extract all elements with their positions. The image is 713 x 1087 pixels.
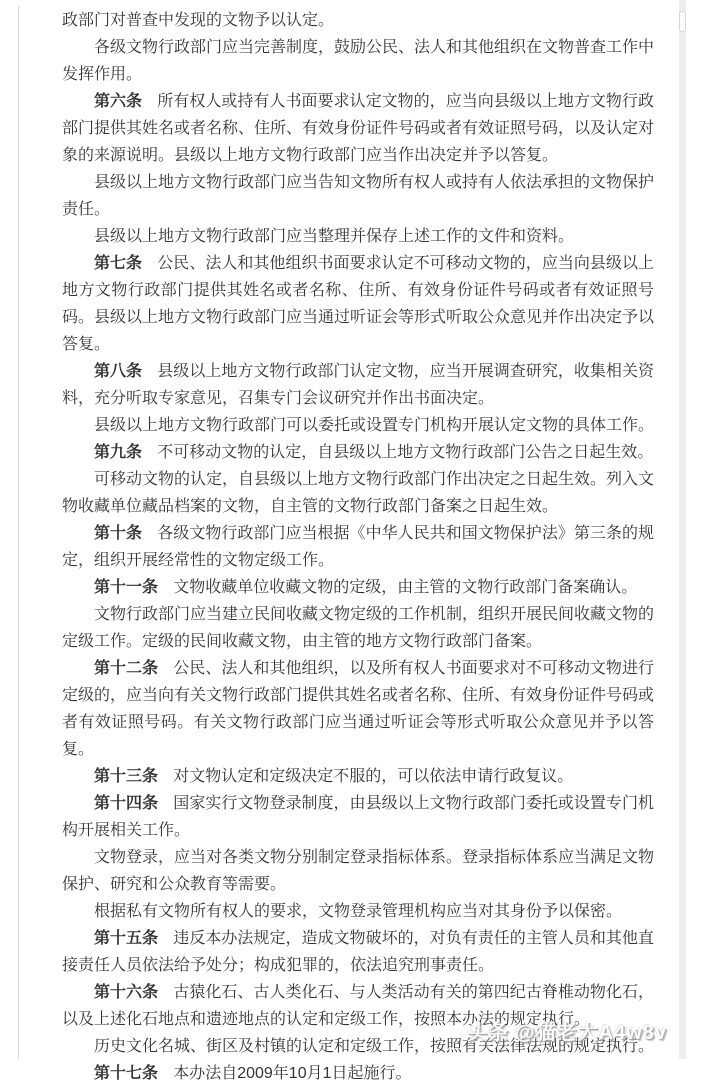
article-label: 第六条: [94, 93, 143, 110]
paragraph-text: 县级以上地方文物行政部门应当告知文物所有权人或持有人依法承担的文物保护责任。: [62, 174, 655, 218]
watermark-handle: @猫老大A4w8v: [515, 1022, 667, 1044]
paragraph-text: 政部门对普查中发现的文物予以认定。: [62, 12, 335, 29]
paragraph-article-10: [62, 520, 654, 574]
paragraph-article-14: [62, 790, 654, 844]
article-label: 第十六条: [94, 984, 159, 1001]
article-label: 第十五条: [94, 930, 159, 947]
toutiao-watermark: [467, 1016, 667, 1045]
paragraph-article-12: [62, 655, 654, 763]
paragraph-text: 对文物认定和定级决定不服的，可以依法申请行政复议。: [173, 768, 574, 785]
paragraph-text: 文物收藏单位收藏文物的定级，由主管的文物行政部门备案确认。: [173, 579, 638, 596]
paragraph-text: 所有权人或持有人书面要求认定文物的，应当向县级以上地方文物行政部门提供其姓名或者名称、住所、有效身份证件号码或者有效证照号码，以及认定对象的来源说明。县级以上地方文物行政部门应当作出决定并予以答复。: [62, 93, 655, 164]
paragraph-article-15: [62, 925, 654, 979]
article-label: 第十四条: [94, 795, 159, 812]
paragraph-text: 根据私有文物所有权人的要求，文物登录管理机构应当对其身份予以保密。: [94, 903, 623, 920]
article-label: 第十七条: [94, 1065, 159, 1082]
paragraph-text: 县级以上地方文物行政部门可以委托或设置专门机构开展认定文物的具体工作。: [94, 417, 655, 434]
paragraph-article-17: [62, 1060, 654, 1087]
paragraph: [62, 223, 654, 250]
paragraph-text: 本办法自2009年10月1日起施行。: [173, 1065, 412, 1082]
article-label: 第十三条: [94, 768, 159, 785]
toutiao-logo-text: 头条: [467, 1022, 510, 1044]
paragraph-text: 不可移动文物的认定，自县级以上地方文物行政部门公告之日起生效。: [157, 444, 654, 461]
legal-document-body: [62, 7, 654, 1087]
paragraph-text: 公民、法人和其他组织书面要求认定不可移动文物的，应当向县级以上地方文物行政部门提供其姓名或者名称、住所、有效身份证件号码或者有效证照号码。县级以上地方文物行政部门应当通过听证会等形式听取公众意见并作出决定予以答复。: [62, 255, 655, 353]
paragraph-text: 可移动文物的认定，自县级以上地方文物行政部门作出决定之日起生效。列入文物收藏单位藏品档案的文物，自主管的文物行政部门备案之日起生效。: [62, 471, 655, 515]
paragraph-text: 国家实行文物登录制度，由县级以上文物行政部门委托或设置专门机构开展相关工作。: [62, 795, 654, 839]
paragraph-article-9: [62, 439, 654, 466]
article-label: 第十条: [94, 525, 143, 542]
paragraph-article-11: [62, 574, 654, 601]
article-label: 第九条: [94, 444, 143, 461]
article-label: 第八条: [94, 363, 143, 380]
paragraph-article-6: [62, 88, 654, 169]
paragraph: [62, 7, 654, 34]
paragraph-article-13: [62, 763, 654, 790]
paragraph-text: 历史文化名城、街区及村镇的认定和定级工作，按照有关法律法规的规定执行。: [94, 1038, 655, 1055]
paragraph-text: 违反本办法规定，造成文物破坏的，对负有责任的主管人员和其他直接责任人员依法给予处分；构成犯罪的，依法追究刑事责任。: [62, 930, 654, 974]
page-left-border: [18, 6, 19, 1059]
paragraph-text: 各级文物行政部门应当完善制度，鼓励公民、法人和其他组织在文物普查工作中发挥作用。: [62, 39, 655, 83]
paragraph: [62, 466, 654, 520]
paragraph: [62, 898, 654, 925]
paragraph-article-8: [62, 358, 654, 412]
paragraph: [62, 34, 654, 88]
paragraph: [62, 412, 654, 439]
scrollbar-thumb[interactable]: [679, 11, 686, 32]
paragraph: [62, 601, 654, 655]
paragraph-text: 古猿化石、古人类化石、与人类活动有关的第四纪古脊椎动物化石，以及上述化石地点和遗迹地点的认定和定级工作，按照本办法的规定执行。: [62, 984, 654, 1028]
paragraph-text: 公民、法人和其他组织，以及所有权人书面要求对不可移动文物进行定级的，应当向有关文物行政部门提供其姓名或者名称、住所、有效身份证件号码或者有效证照号码。有关文物行政部门应当通过听证会等形式听取公众意见并予以答复。: [62, 660, 655, 758]
paragraph-text: 县级以上地方文物行政部门应当整理并保存上述工作的文件和资料。: [94, 228, 575, 245]
paragraph-text: 县级以上地方文物行政部门认定文物，应当开展调查研究，收集相关资料，充分听取专家意见，召集专门会议研究并作出书面决定。: [62, 363, 654, 407]
paragraph: [62, 844, 654, 898]
paragraph-text: 各级文物行政部门应当根据《中华人民共和国文物保护法》第三条的规定，组织开展经常性的文物定级工作。: [62, 525, 654, 569]
paragraph-article-7: [62, 250, 654, 358]
article-label: 第十二条: [94, 660, 159, 677]
article-label: 第七条: [94, 255, 143, 272]
scrollbar-track[interactable]: [679, 0, 686, 1059]
paragraph: [62, 169, 654, 223]
paragraph-text: 文物行政部门应当建立民间收藏文物定级的工作机制，组织开展民间收藏文物的定级工作。定级的民间收藏文物，由主管的地方文物行政部门备案。: [62, 606, 655, 650]
article-label: 第十一条: [94, 579, 159, 596]
paragraph-text: 文物登录，应当对各类文物分别制定登录指标体系。登录指标体系应当满足文物保护、研究和公众教育等需要。: [62, 849, 655, 893]
